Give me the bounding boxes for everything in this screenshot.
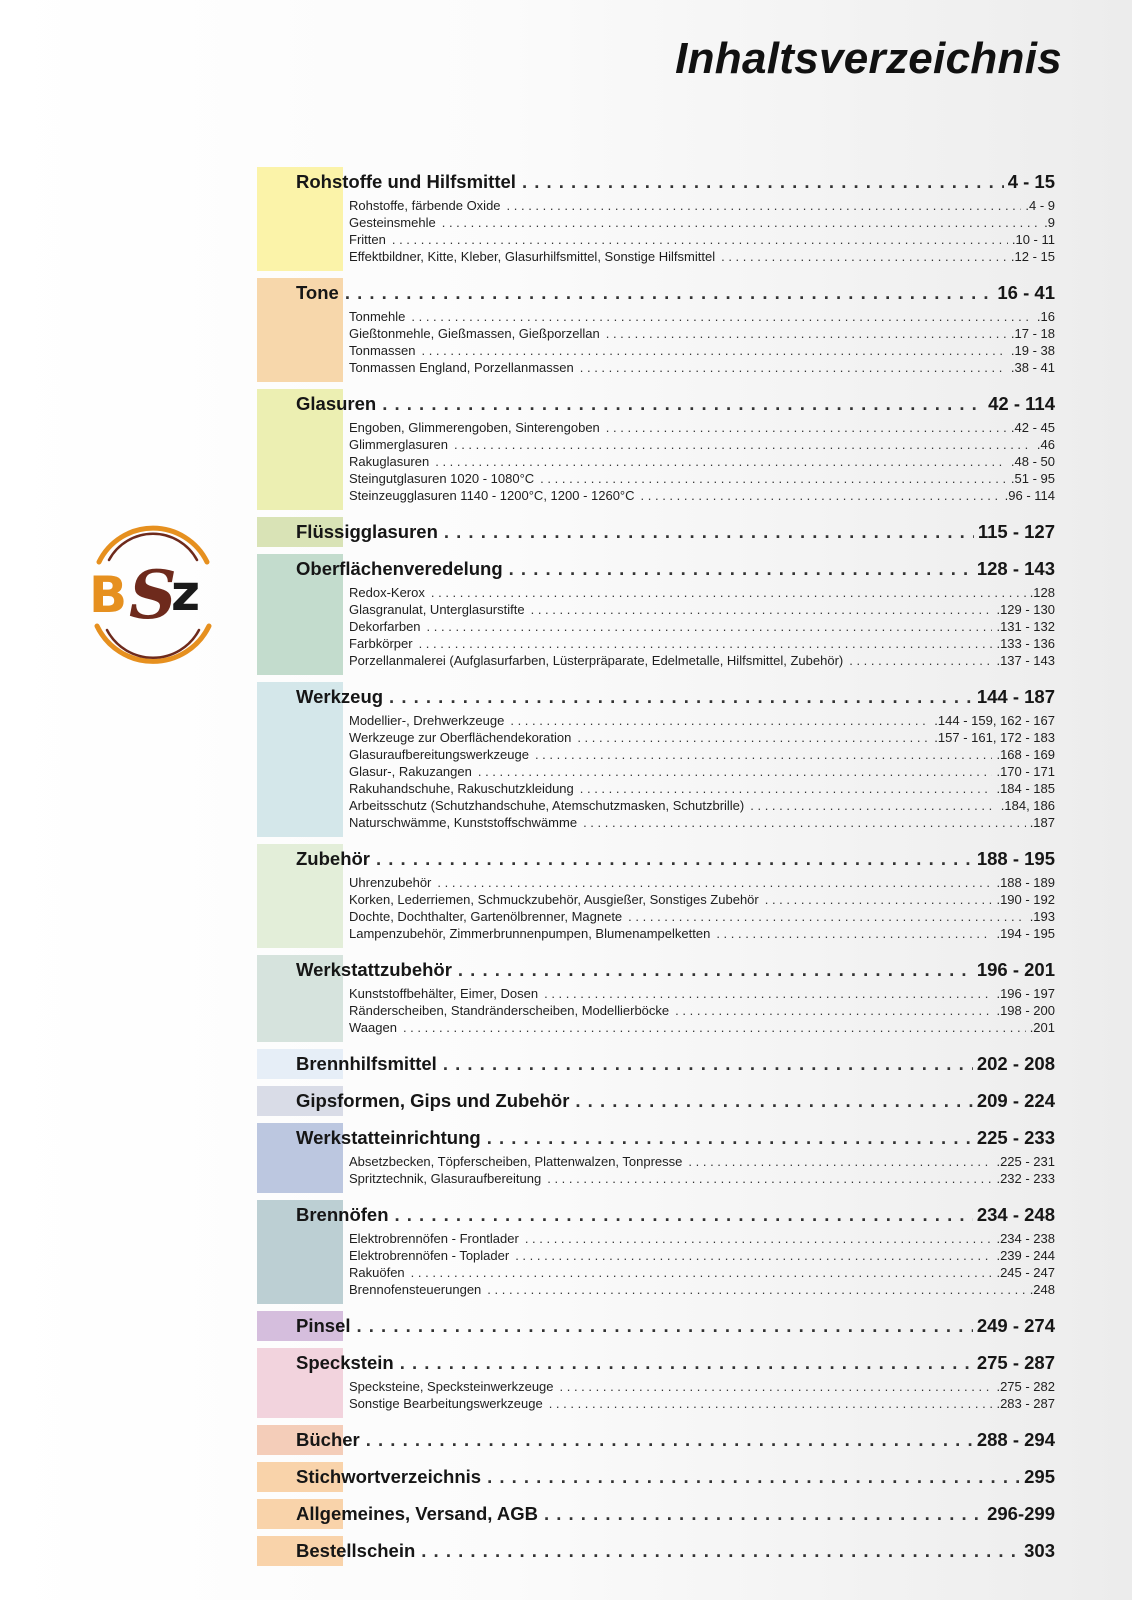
leader-dots [392,231,1008,248]
subentry-label: Arbeitsschutz (Schutzhandschuhe, Atemschutzmasken, Schutzbrille) [349,798,745,813]
subentry-label: Modellier-, Drehwerkzeuge [349,713,505,728]
toc-subentry[interactable] [257,308,1055,325]
toc-section [257,1200,1055,1304]
subentry-label: Specksteine, Specksteinwerkzeuge [349,1379,554,1394]
subentry-label: Werkzeuge zur Oberflächendekoration [349,730,572,745]
subentry-label: Porzellanmalerei (Aufglasurfarben, Lüsterpräparate, Edelmetalle, Hilfsmittel, Zubehör) [349,653,844,668]
toc-subentry[interactable] [257,231,1055,248]
subentry-pages: .283 - 287 [996,1396,1055,1411]
toc-subentry[interactable] [257,470,1055,487]
toc-section [257,1536,1055,1566]
toc-section [257,682,1055,837]
subentry-pages: .201 [1029,1020,1055,1035]
toc-subentry[interactable] [257,712,1055,729]
subentry-pages: .129 - 130 [996,602,1055,617]
subentry-pages: .144 - 159, 162 - 167 [934,713,1055,728]
toc-section-heading[interactable] [257,1462,1055,1492]
toc-section-heading[interactable] [257,554,1055,584]
subentry-label: Korken, Lederriemen, Schmuckzubehör, Ausgießer, Sonstiges Zubehör [349,892,759,907]
leader-dots [411,1264,993,1281]
subentry-pages: .248 [1029,1282,1055,1297]
section-pages: 225 - 233 [976,1127,1055,1148]
leader-dots [849,652,992,669]
toc-section [257,1499,1055,1529]
section-title: Gipsformen, Gips und Zubehör [296,1090,570,1111]
subentry-label: Rakuglasuren [349,454,430,469]
toc-subentries [257,419,1055,510]
toc-subentries [257,1230,1055,1304]
leader-dots [421,342,1006,359]
toc-section-heading[interactable] [257,1348,1055,1378]
toc-section [257,1348,1055,1418]
table-of-contents [257,167,1055,1573]
leader-dots [547,1170,992,1187]
section-pages: 296-299 [987,1503,1055,1524]
leader-dots [458,955,973,985]
leader-dots [641,487,1001,504]
leader-dots [444,517,974,547]
leader-dots [395,1200,973,1230]
section-pages: 16 - 41 [997,282,1055,303]
toc-subentry[interactable] [257,780,1055,797]
section-title: Oberflächenveredelung [296,558,503,579]
toc-section-heading[interactable] [257,278,1055,308]
leader-dots [675,1002,992,1019]
subentry-label: Tonmassen [349,343,416,358]
section-title: Bestellschein [296,1540,416,1561]
leader-dots [431,584,1026,601]
section-pages: 202 - 208 [976,1053,1055,1074]
toc-subentry[interactable] [257,874,1055,891]
leader-dots [400,1348,973,1378]
subentry-label: Absetzbecken, Töpferscheiben, Plattenwalzen, Tonpresse [349,1154,683,1169]
leader-dots [454,436,1033,453]
toc-subentry[interactable] [257,797,1055,814]
toc-section-heading[interactable] [257,389,1055,419]
leader-dots [583,814,1026,831]
subentry-label: Rohstoffe, färbende Oxide [349,198,501,213]
subentry-label: Tonmassen England, Porzellanmassen [349,360,574,375]
subentry-pages: .234 - 238 [996,1231,1055,1246]
toc-subentries [257,985,1055,1042]
section-title: Werkstatteinrichtung [296,1127,481,1148]
toc-section-heading[interactable] [257,1536,1055,1566]
toc-subentry[interactable] [257,1170,1055,1187]
toc-subentries [257,1378,1055,1418]
leader-dots [357,1311,973,1341]
toc-subentries [257,308,1055,382]
leader-dots [544,985,992,1002]
toc-section [257,844,1055,948]
section-title: Brennöfen [296,1204,389,1225]
toc-subentry[interactable] [257,635,1055,652]
toc-subentry[interactable] [257,325,1055,342]
toc-subentry[interactable] [257,359,1055,376]
toc-section [257,1049,1055,1079]
subentry-label: Farbkörper [349,636,413,651]
section-title: Zubehör [296,848,370,869]
toc-subentry[interactable] [257,1264,1055,1281]
leader-dots [403,1019,1026,1036]
toc-subentry[interactable] [257,1019,1055,1036]
subentry-label: Fritten [349,232,386,247]
toc-subentries [257,1153,1055,1193]
toc-section-heading[interactable] [257,844,1055,874]
section-pages: 42 - 114 [988,393,1055,414]
toc-section [257,1462,1055,1492]
section-pages: 275 - 287 [976,1352,1055,1373]
leader-dots [366,1425,973,1455]
subentry-pages: .239 - 244 [996,1248,1055,1263]
subentry-pages: .17 - 18 [1010,326,1055,341]
leader-dots [606,325,1007,342]
toc-subentry[interactable] [257,197,1055,214]
toc-subentries [257,584,1055,675]
subentry-pages: .245 - 247 [996,1265,1055,1280]
leader-dots [628,908,1026,925]
subentry-pages: .190 - 192 [996,892,1055,907]
toc-subentries [257,197,1055,271]
toc-subentry[interactable] [257,763,1055,780]
toc-subentry[interactable] [257,436,1055,453]
subentry-pages: .12 - 15 [1010,249,1055,264]
subentry-label: Engoben, Glimmerengoben, Sinterengoben [349,420,600,435]
leader-dots [487,1281,1025,1298]
toc-section-heading[interactable] [257,1049,1055,1079]
section-pages: 4 - 15 [1007,171,1055,192]
toc-subentry[interactable] [257,729,1055,746]
subentry-pages: .133 - 136 [996,636,1055,651]
svg-text:S: S [129,556,177,634]
toc-subentry[interactable] [257,891,1055,908]
toc-section [257,167,1055,271]
leader-dots [522,167,1004,197]
subentry-pages: .198 - 200 [996,1003,1055,1018]
toc-subentry[interactable] [257,601,1055,618]
toc-subentry[interactable] [257,1002,1055,1019]
subentry-pages: .46 [1036,437,1055,452]
toc-section-heading[interactable] [257,1123,1055,1153]
leader-dots [575,1086,972,1116]
leader-dots [507,197,1022,214]
subentry-label: Steinzeugglasuren 1140 - 1200°C, 1200 - 1260°C [349,488,635,503]
leader-dots [478,763,993,780]
leader-dots [560,1378,993,1395]
toc-section-heading[interactable] [257,1499,1055,1529]
subentry-pages: .48 - 50 [1010,454,1055,469]
bsz-logo-graphic [85,518,221,673]
subentry-label: Elektrobrennöfen - Frontlader [349,1231,519,1246]
subentry-pages: .193 [1029,909,1055,924]
subentry-label: Brennofensteuerungen [349,1282,482,1297]
subentry-pages: .137 - 143 [996,653,1055,668]
subentry-label: Glasur-, Rakuzangen [349,764,472,779]
leader-dots [389,682,973,712]
subentry-pages: .4 - 9 [1025,198,1055,213]
section-title: Tone [296,282,339,303]
leader-dots [531,601,993,618]
leader-dots [487,1462,1020,1492]
toc-section-heading[interactable] [257,517,1055,547]
toc-section [257,955,1055,1042]
subentry-pages: .42 - 45 [1010,420,1055,435]
toc-subentries [257,712,1055,837]
toc-section-heading[interactable] [257,955,1055,985]
subentry-label: Rakuhandschuhe, Rakuschutzkleidung [349,781,574,796]
toc-subentry[interactable] [257,487,1055,504]
toc-subentry[interactable] [257,1247,1055,1264]
leader-dots [577,729,930,746]
subentry-pages: .187 [1029,815,1055,830]
svg-text:z: z [171,564,201,622]
subentry-pages: .51 - 95 [1010,471,1055,486]
toc-section-heading[interactable] [257,1311,1055,1341]
subentry-label: Dekorfarben [349,619,421,634]
toc-section-heading[interactable] [257,1425,1055,1455]
toc-subentry[interactable] [257,419,1055,436]
leader-dots [716,925,992,942]
section-title: Speckstein [296,1352,394,1373]
toc-subentry[interactable] [257,908,1055,925]
leader-dots [427,618,993,635]
toc-section [257,1123,1055,1193]
leader-dots [487,1123,973,1153]
leader-dots [750,797,997,814]
subentry-pages: .188 - 189 [996,875,1055,890]
subentry-pages: .10 - 11 [1011,232,1055,247]
toc-subentry[interactable] [257,453,1055,470]
toc-section-heading[interactable] [257,682,1055,712]
leader-dots [376,844,973,874]
subentry-pages: .19 - 38 [1010,343,1055,358]
leader-dots [421,1536,1020,1566]
subentry-label: Ränderscheiben, Standränderscheiben, Modellierböcke [349,1003,670,1018]
leader-dots [443,1049,973,1079]
toc-section [257,1311,1055,1341]
svg-text:B: B [89,566,128,624]
section-title: Werkzeug [296,686,384,707]
subentry-label: Tonmehle [349,309,406,324]
section-pages: 209 - 224 [976,1090,1055,1111]
leader-dots [382,389,984,419]
toc-section [257,1086,1055,1116]
leader-dots [515,1247,992,1264]
toc-subentry[interactable] [257,618,1055,635]
leader-dots [435,453,1007,470]
subentry-label: Glimmerglasuren [349,437,448,452]
toc-section [257,554,1055,675]
toc-subentry[interactable] [257,248,1055,265]
toc-section [257,517,1055,547]
toc-section-heading[interactable] [257,1086,1055,1116]
section-pages: 115 - 127 [977,521,1055,542]
toc-subentry[interactable] [257,652,1055,669]
section-pages: 144 - 187 [976,686,1055,707]
subentry-pages: .184 - 185 [996,781,1055,796]
section-title: Allgemeines, Versand, AGB [296,1503,538,1524]
page-title: Inhaltsverzeichnis [675,34,1062,83]
toc-subentry[interactable] [257,814,1055,831]
section-title: Brennhilfsmittel [296,1053,437,1074]
subentry-label: Redox-Kerox [349,585,425,600]
subentry-pages: .184, 186 [1000,798,1055,813]
subentry-pages: .170 - 171 [996,764,1055,779]
toc-subentry[interactable] [257,1395,1055,1412]
section-pages: 188 - 195 [976,848,1055,869]
subentry-label: Gießtonmehle, Gießmassen, Gießporzellan [349,326,600,341]
subentry-label: Effektbildner, Kitte, Kleber, Glasurhilfsmittel, Sonstige Hilfsmittel [349,249,716,264]
toc-subentry[interactable] [257,1230,1055,1247]
leader-dots [535,746,993,763]
toc-subentry[interactable] [257,342,1055,359]
section-title: Pinsel [296,1315,351,1336]
toc-subentry[interactable] [257,925,1055,942]
section-pages: 196 - 201 [976,959,1055,980]
subentry-label: Rakuöfen [349,1265,405,1280]
toc-subentry[interactable] [257,985,1055,1002]
subentry-label: Dochte, Dochthalter, Gartenölbrenner, Magnete [349,909,623,924]
leader-dots [688,1153,992,1170]
toc-section [257,389,1055,510]
toc-subentry[interactable] [257,584,1055,601]
leader-dots [721,248,1007,265]
section-pages: 303 [1024,1540,1055,1561]
section-title: Glasuren [296,393,377,414]
section-title: Bücher [296,1429,360,1450]
subentry-pages: .38 - 41 [1010,360,1055,375]
section-title: Werkstattzubehör [296,959,452,980]
subentry-label: Kunststoffbehälter, Eimer, Dosen [349,986,539,1001]
leader-dots [549,1395,993,1412]
leader-dots [509,554,973,584]
leader-dots [580,780,993,797]
subentry-pages: .16 [1036,309,1055,324]
leader-dots [606,419,1007,436]
subentry-label: Elektrobrennöfen - Toplader [349,1248,510,1263]
subentry-pages: .194 - 195 [996,926,1055,941]
subentry-label: Uhrenzubehör [349,875,432,890]
subentry-label: Sonstige Bearbeitungswerkzeuge [349,1396,543,1411]
leader-dots [765,891,993,908]
subentry-pages: .232 - 233 [996,1171,1055,1186]
subentry-pages: .128 [1029,585,1055,600]
leader-dots [437,874,992,891]
toc-subentry[interactable] [257,214,1055,231]
section-title: Rohstoffe und Hilfsmittel [296,171,516,192]
subentry-pages: .9 [1044,215,1055,230]
toc-section-heading[interactable] [257,167,1055,197]
section-pages: 288 - 294 [976,1429,1055,1450]
leader-dots [544,1499,983,1529]
leader-dots [419,635,993,652]
leader-dots [540,470,1007,487]
section-title: Flüssigglasuren [296,521,438,542]
leader-dots [580,359,1007,376]
toc-subentries [257,874,1055,948]
toc-subentry[interactable] [257,1378,1055,1395]
leader-dots [525,1230,993,1247]
section-pages: 249 - 274 [976,1315,1055,1336]
toc-section-heading[interactable] [257,1200,1055,1230]
toc-subentry[interactable] [257,1281,1055,1298]
subentry-label: Spritztechnik, Glasuraufbereitung [349,1171,542,1186]
subentry-pages: .225 - 231 [996,1154,1055,1169]
toc-section [257,278,1055,382]
toc-section [257,1425,1055,1455]
section-pages: 234 - 248 [976,1204,1055,1225]
toc-subentry[interactable] [257,746,1055,763]
subentry-label: Lampenzubehör, Zimmerbrunnenpumpen, Blumenampelketten [349,926,711,941]
section-title: Stichwortverzeichnis [296,1466,482,1487]
bsz-logo [85,518,221,673]
subentry-label: Gesteinsmehle [349,215,436,230]
subentry-pages: .168 - 169 [996,747,1055,762]
subentry-pages: .157 - 161, 172 - 183 [934,730,1055,745]
toc-subentry[interactable] [257,1153,1055,1170]
subentry-label: Glasuraufbereitungswerkzeuge [349,747,529,762]
leader-dots [411,308,1033,325]
leader-dots [510,712,930,729]
section-pages: 128 - 143 [976,558,1055,579]
subentry-pages: .131 - 132 [996,619,1055,634]
leader-dots [442,214,1040,231]
subentry-pages: .275 - 282 [996,1379,1055,1394]
leader-dots [345,278,994,308]
subentry-label: Waagen [349,1020,397,1035]
subentry-pages: .96 - 114 [1004,488,1055,503]
section-pages: 295 [1024,1466,1055,1487]
subentry-label: Glasgranulat, Unterglasurstifte [349,602,525,617]
subentry-label: Steingutglasuren 1020 - 1080°C [349,471,535,486]
subentry-label: Naturschwämme, Kunststoffschwämme [349,815,578,830]
subentry-pages: .196 - 197 [996,986,1055,1001]
